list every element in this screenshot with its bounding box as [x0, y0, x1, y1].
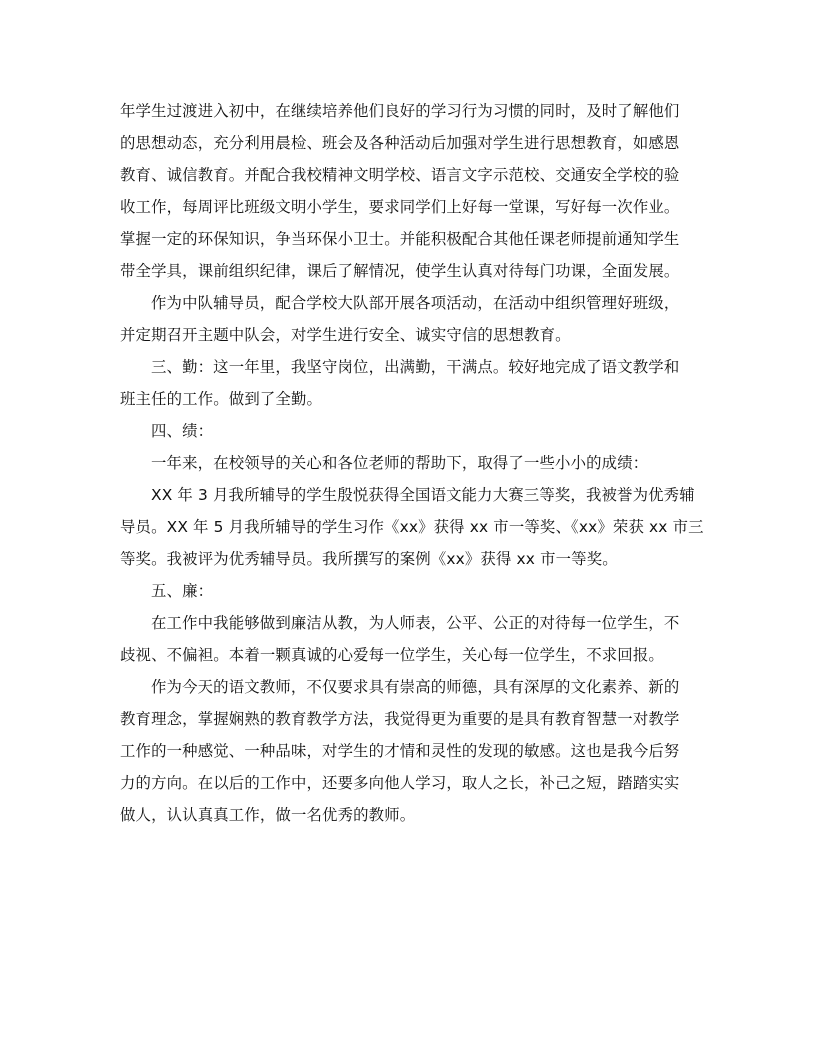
- text-line: 教育、诚信教育。并配合我校精神文明学校、语言文字示范校、交通安全学校的验: [120, 166, 680, 184]
- section-heading-line: 三、勤：这一年里，我坚守岗位，出满勤，干满点。较好地完成了语文教学和: [151, 358, 680, 376]
- text-line: 做人，认认真真工作，做一名优秀的教师。: [120, 806, 416, 824]
- text-line: 带全学具，课前组织纪律，课后了解情况，使学生认真对待每门功课，全面发展。: [120, 262, 680, 280]
- text-line: 力的方向。在以后的工作中，还要多向他人学习，取人之长，补己之短，踏踏实实: [120, 774, 680, 792]
- text-line: 等奖。我被评为优秀辅导员。我所撰写的案例《xx》获得 xx 市一等奖。: [120, 550, 618, 568]
- paragraph-first-line: XX 年 3 月我所辅导的学生殷悦获得全国语文能力大赛三等奖，我被誉为优秀辅: [151, 486, 695, 504]
- text-line: 并定期召开主题中队会，对学生进行安全、诚实守信的思想教育。: [120, 326, 571, 344]
- text-line: 的思想动态，充分利用晨检、班会及各种活动后加强对学生进行思想教育，如感恩: [120, 134, 680, 152]
- section-heading: 五、廉：: [151, 582, 214, 600]
- section-heading: 四、绩：: [151, 422, 214, 440]
- paragraph-first-line: 作为今天的语文教师，不仅要求具有崇高的师德，具有深厚的文化素养、新的: [151, 678, 680, 696]
- paragraph-first-line: 作为中队辅导员，配合学校大队部开展各项活动，在活动中组织管理好班级，: [151, 294, 680, 312]
- text-line: 工作的一种感觉、一种品味，对学生的才情和灵性的发现的敏感。这也是我今后努: [120, 742, 680, 760]
- text-line: 掌握一定的环保知识，争当环保小卫士。并能积极配合其他任课老师提前通知学生: [120, 230, 680, 248]
- text-line: 歧视、不偏袒。本着一颗真诚的心爱每一位学生，关心每一位学生，不求回报。: [120, 646, 664, 664]
- text-line: 收工作，每周评比班级文明小学生，要求同学们上好每一堂课，写好每一次作业。: [120, 198, 680, 216]
- text-line: 班主任的工作。做到了全勤。: [120, 390, 323, 408]
- text-line: 年学生过渡进入初中，在继续培养他们良好的学习行为习惯的同时，及时了解他们: [120, 102, 680, 120]
- paragraph-first-line: 一年来，在校领导的关心和各位老师的帮助下，取得了一些小小的成绩：: [151, 454, 649, 472]
- text-line: 教育理念，掌握娴熟的教育教学方法，我觉得更为重要的是具有教育智慧一对教学: [120, 710, 680, 728]
- paragraph-first-line: 在工作中我能够做到廉洁从教，为人师表，公平、公正的对待每一位学生，不: [151, 614, 680, 632]
- text-line: 导员。XX 年 5 月我所辅导的学生习作《xx》获得 xx 市一等奖、《xx》荣获 xx 市三: [120, 518, 704, 536]
